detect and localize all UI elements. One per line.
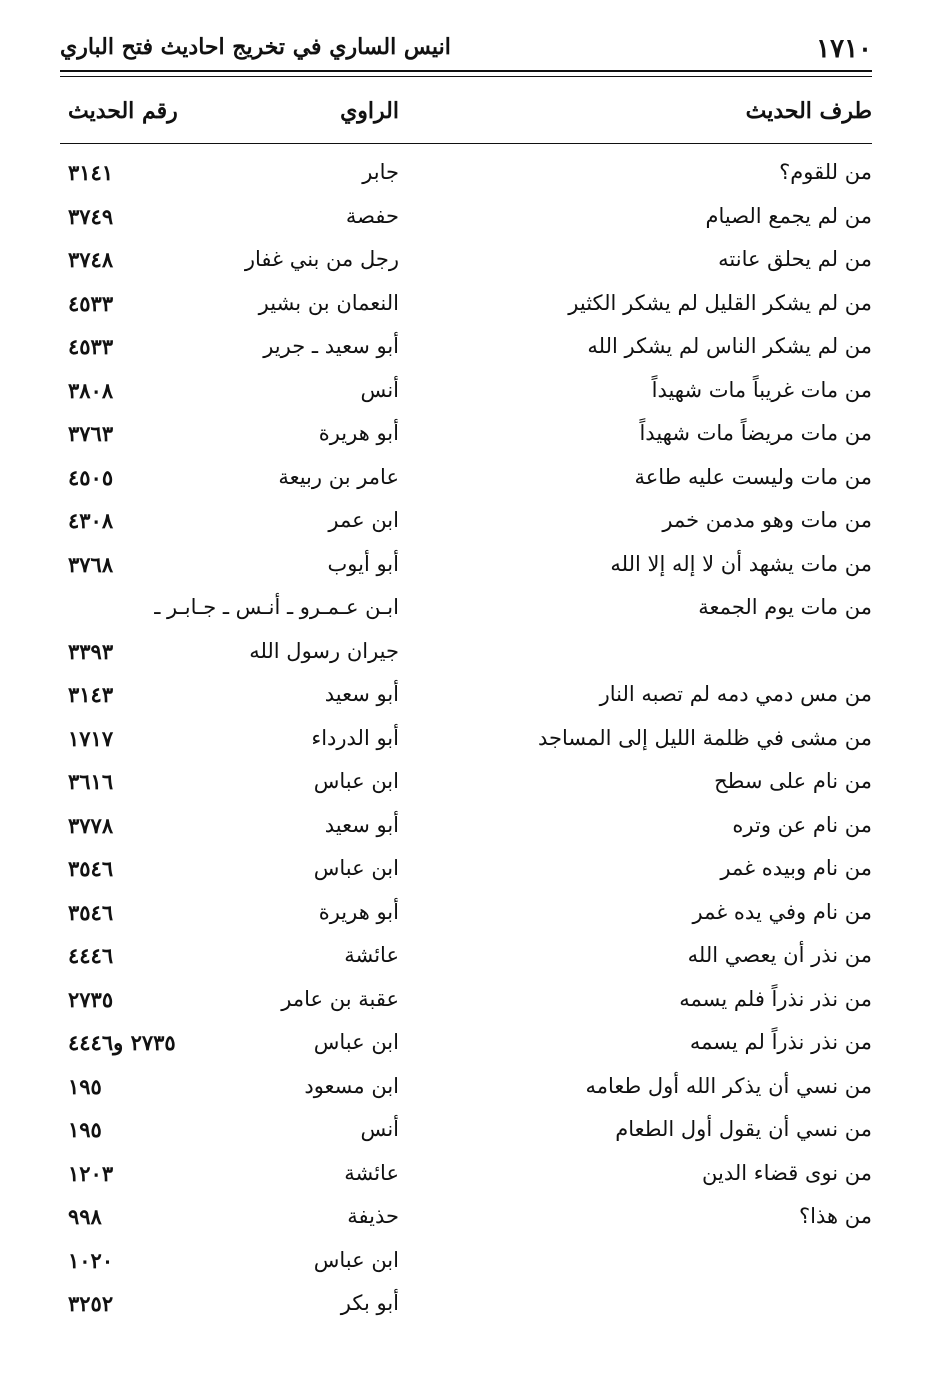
table-row: [60, 156, 872, 200]
narrator-name: عامر بن ربيعة: [278, 464, 399, 489]
table-row: [60, 896, 872, 940]
hadith-phrase: من مس دمي دمه لم تصبه النار: [599, 682, 872, 706]
narrator-name: أبو الدرداء: [311, 725, 399, 750]
hadith-number: ٤٥٣٣: [68, 334, 114, 359]
narrator-name: ابن عباس: [313, 769, 399, 793]
hadith-number: ٣٥٤٦: [68, 856, 114, 881]
page-number: ١٧١٠: [816, 34, 872, 64]
narrator-name: النعمان بن بشير: [258, 290, 399, 315]
hadith-number: ٤٤٤٦: [68, 943, 114, 968]
hadith-number: ٣٢٥٢: [68, 1291, 114, 1316]
table-row: [60, 1157, 872, 1201]
table-row: [60, 548, 872, 592]
hadith-number: ٣٧٧٨: [68, 812, 114, 838]
hadith-number: ١٧١٧: [68, 725, 114, 751]
table-row: [60, 591, 872, 635]
narrator-name: أبو أيوب: [327, 551, 399, 576]
hadith-number: ٣٣٩٣: [68, 638, 114, 664]
table-row: [60, 330, 872, 374]
narrator-name: عائشة: [344, 943, 399, 967]
running-head: [60, 30, 872, 70]
narrator-name: أبو هريرة: [318, 899, 399, 924]
narrator-name: حذيفة: [347, 1204, 399, 1228]
hadith-phrase: من نام على سطح: [714, 769, 872, 793]
table-row: [60, 200, 872, 244]
table-row: [60, 983, 872, 1027]
hadith-phrase: من مشى في ظلمة الليل إلى المساجد: [537, 725, 872, 750]
hadith-number: ٣٨٠٨: [68, 377, 114, 403]
hadith-phrase: من مات وليست عليه طاعة: [634, 464, 872, 489]
hadith-phrase: من نام وبيده غمر: [720, 856, 872, 880]
hadith-phrase: من للقوم؟: [779, 160, 872, 184]
narrator-name: عقبة بن عامر: [281, 986, 399, 1011]
narrator-name: ابـن عـمـرو ـ أنـس ـ جـابـر ـ: [154, 595, 399, 619]
hadith-phrase: من لم يشكر الناس لم يشكر الله: [587, 334, 872, 358]
hadith-number: ٣٧٦٨: [68, 551, 114, 577]
hadith-phrase: من نذر نذراً لم يسمه: [689, 1030, 872, 1054]
hadith-number: ٣٧٦٣: [68, 421, 114, 446]
hadith-phrase: من نسي أن يذكر الله أول طعامه: [585, 1073, 872, 1098]
table-row: [60, 852, 872, 896]
hadith-number: ٣١٤١: [68, 160, 114, 185]
narrator-name: جابر: [362, 160, 399, 184]
narrator-name: ابن عباس: [313, 1247, 399, 1272]
hadith-number: ١٢٠٣: [68, 1160, 114, 1186]
narrator-name: ابن عمر: [328, 508, 399, 532]
book-title: انيس الساري في تخريج احاديث فتح الباري: [60, 34, 451, 60]
table-row: [60, 417, 872, 461]
column-header-phrase: طرف الحديث: [745, 98, 872, 124]
table-row: [60, 635, 872, 679]
narrator-name: حفصة: [345, 203, 399, 228]
hadith-number: ٣١٤٣: [68, 682, 114, 707]
hadith-number: ٢٧٣٥: [68, 986, 114, 1012]
table-row: [60, 1200, 872, 1244]
hadith-phrase: من هذا؟: [799, 1204, 872, 1228]
table-row: [60, 374, 872, 418]
hadith-phrase: من نذر أن يعصي الله: [687, 943, 872, 967]
narrator-name: أبو سعيد ـ جرير: [263, 334, 399, 358]
hadith-phrase: من مات يوم الجمعة: [698, 595, 872, 619]
table-header: [60, 98, 872, 138]
hadith-phrase: من مات مريضاً مات شهيداً: [639, 421, 872, 445]
table-row: [60, 1070, 872, 1114]
hadith-number: ٢٧٣٥ و٤٤٤٦: [68, 1030, 176, 1055]
table-row: [60, 1287, 872, 1331]
narrator-name: رجل من بني غفار: [244, 247, 399, 271]
hadith-phrase: من نذر نذراً فلم يسمه: [679, 986, 872, 1011]
column-header-narrator: الراوي: [340, 98, 399, 124]
hadith-phrase: من لم يشكر القليل لم يشكر الكثير: [568, 290, 872, 315]
hadith-number: ٣٧٤٩: [68, 203, 114, 229]
table-row: [60, 1026, 872, 1070]
table-row: [60, 243, 872, 287]
hadith-phrase: من مات وهو مدمن خمر: [662, 508, 872, 532]
hadith-number: ١٠٢٠: [68, 1247, 114, 1273]
hadith-phrase: من لم يجمع الصيام: [705, 203, 872, 228]
hadith-number: ٤٥٠٥: [68, 464, 114, 490]
narrator-name: أنس: [360, 377, 399, 402]
hadith-number: ٤٣٠٨: [68, 508, 114, 533]
narrator-name: أبو سعيد: [324, 812, 399, 837]
narrator-name: عائشة: [344, 1160, 399, 1185]
hadith-phrase: من نوى قضاء الدين: [702, 1160, 872, 1185]
hadith-phrase: من لم يحلق عانته: [718, 247, 872, 271]
table-row: [60, 287, 872, 331]
narrator-name: أبو سعيد: [324, 682, 399, 706]
narrator-name: أبو بكر: [340, 1291, 399, 1315]
column-header-number: رقم الحديث: [68, 98, 178, 124]
narrator-name: أبو هريرة: [318, 421, 399, 445]
table-header-rule: [60, 143, 872, 144]
table-row: [60, 939, 872, 983]
narrator-name: أنس: [360, 1117, 399, 1141]
hadith-number: ١٩٥: [68, 1073, 102, 1099]
header-rule-thick: [60, 70, 872, 72]
hadith-number: ٩٩٨: [68, 1204, 102, 1229]
table-row: [60, 1244, 872, 1288]
hadith-phrase: من نسي أن يقول أول الطعام: [615, 1117, 872, 1141]
hadith-phrase: من مات يشهد أن لا إله إلا الله: [610, 551, 872, 576]
hadith-number: ٣٧٤٨: [68, 247, 114, 272]
hadith-number: ٣٥٤٦: [68, 899, 114, 925]
table-row: [60, 678, 872, 722]
hadith-index-table: [60, 156, 872, 1331]
table-row: [60, 461, 872, 505]
narrator-name: ابن عباس: [313, 856, 399, 880]
table-row: [60, 722, 872, 766]
narrator-name: ابن مسعود: [304, 1073, 399, 1098]
narrator-name: ابن عباس: [313, 1030, 399, 1054]
table-row: [60, 1113, 872, 1157]
hadith-number: ٣٦١٦: [68, 769, 114, 794]
narrator-name: جيران رسول الله: [249, 638, 399, 663]
hadith-phrase: من مات غريباً مات شهيداً: [651, 377, 872, 402]
hadith-number: ٤٥٣٣: [68, 290, 114, 316]
hadith-phrase: من نام عن وتره: [732, 812, 872, 837]
hadith-number: ١٩٥: [68, 1117, 102, 1142]
header-rule-thin: [60, 76, 872, 77]
hadith-phrase: من نام وفي يده غمر: [692, 899, 872, 924]
table-row: [60, 504, 872, 548]
table-row: [60, 809, 872, 853]
table-row: [60, 765, 872, 809]
